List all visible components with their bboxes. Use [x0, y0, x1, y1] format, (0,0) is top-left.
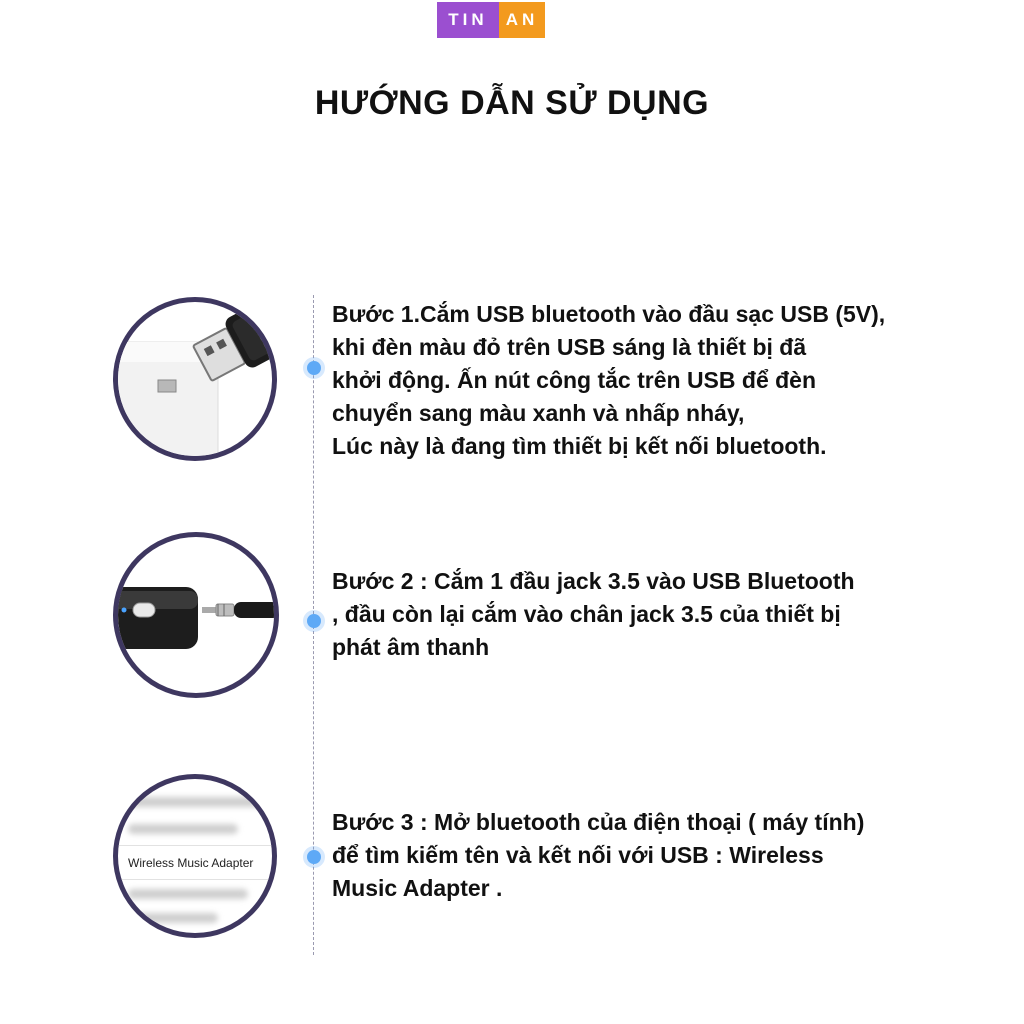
page-title: HƯỚNG DẪN SỬ DỤNG [314, 84, 710, 122]
step-3-dot [307, 850, 321, 864]
step-3-image [113, 774, 277, 938]
step-3-line: Music Adapter . [332, 875, 503, 901]
step-2-line: , đầu còn lại cắm vào chân jack 3.5 của thiết bị [332, 601, 841, 627]
step-1-line: chuyển sang màu xanh và nhấp nháy, [332, 400, 745, 426]
jack-dongle-illustration [118, 537, 279, 698]
blurred-list-row [128, 824, 238, 834]
device-list-item-label: Wireless Music Adapter [128, 856, 254, 870]
brand-logo [437, 2, 545, 38]
blurred-list-row [128, 913, 218, 923]
usb-charger-illustration [118, 302, 277, 461]
step-1-line: Lúc này là đang tìm thiết bị kết nối bluetooth. [332, 433, 827, 459]
logo-right-text: AN [505, 10, 539, 29]
logo-left-block [437, 2, 499, 38]
step-1-text [332, 298, 885, 463]
step-1-line: Bước 1.Cắm USB bluetooth vào đầu sạc USB (5V), [332, 301, 886, 327]
step-1-image [113, 297, 277, 461]
logo-left-text: TIN [448, 10, 488, 29]
step-2-line: Bước 2 : Cắm 1 đầu jack 3.5 vào USB Bluetooth [332, 568, 855, 594]
step-2-line: phát âm thanh [332, 634, 490, 660]
step-2-image [113, 532, 279, 698]
step-1-dot [307, 361, 321, 375]
logo-right-block [499, 2, 545, 38]
step-2-text [332, 565, 855, 664]
blurred-list-row [128, 797, 277, 807]
step-2-dot [307, 614, 321, 628]
step-1-line: khởi động. Ấn nút công tắc trên USB để đèn [332, 367, 817, 393]
step-1-line: khi đèn màu đỏ trên USB sáng là thiết bị đã [332, 334, 807, 360]
step-3-text [332, 806, 864, 905]
step-3-line: Bước 3 : Mở bluetooth của điện thoại ( máy tính) [332, 809, 865, 835]
blurred-list-row [128, 889, 248, 899]
step-3-line: để tìm kiếm tên và kết nối với USB : Wireless [332, 842, 824, 868]
